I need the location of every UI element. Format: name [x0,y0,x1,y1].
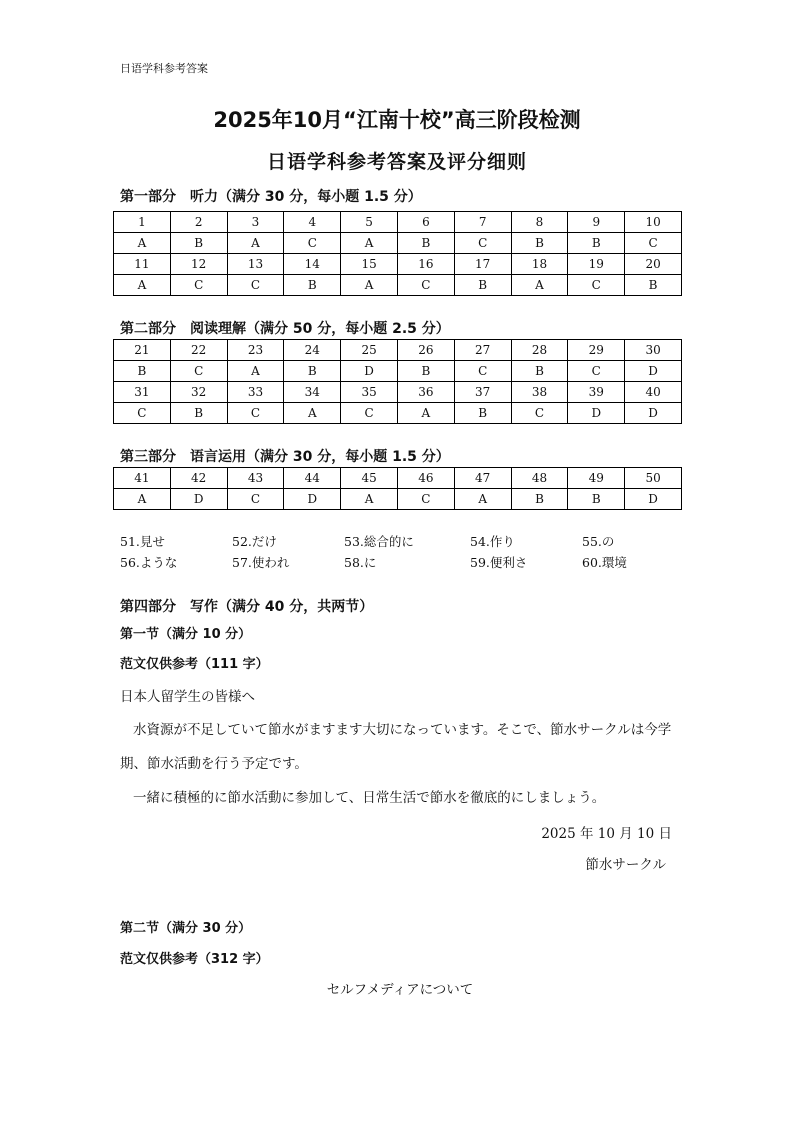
part2-question-number: 37 [454,382,511,403]
part2-answer: C [227,403,284,424]
part2-answer: C [568,361,625,382]
part3-question-number: 46 [397,468,454,489]
fill-answer: 60.環境 [582,555,627,570]
part1-answer: B [454,275,511,296]
page-subtitle: 日语学科参考答案及评分细则 [266,151,527,173]
fill-answer: 57.使われ [232,555,290,570]
part2-answer: A [284,403,341,424]
part1-question-number: 1 [114,212,171,233]
part3-row [114,489,682,510]
letter-date: 2025 年 10 月 10 日 [541,826,672,842]
part2-answer: B [511,361,568,382]
part1-answer: A [114,275,171,296]
section1-heading: 第一节（满分 10 分） [120,627,252,642]
letter-greeting: 日本人留学生の皆様へ [120,689,255,705]
part1-answer: C [284,233,341,254]
fill-answer-row [120,531,680,552]
part2-question-number: 27 [454,340,511,361]
part1-answer: B [568,233,625,254]
part1-answer-table [113,211,682,296]
essay-title: セルフメディアについて [326,982,474,998]
part3-question-number: 47 [454,468,511,489]
letter-paragraph-1: 水資源が不足していて節水がますます大切になっています。そこで、節水サークルは今学期、節水活動を行う予定です。 [120,722,672,772]
part1-question-number: 6 [397,212,454,233]
part1-answer: C [397,275,454,296]
part3-answer: A [114,489,171,510]
part2-question-number: 26 [397,340,454,361]
part1-question-number: 20 [625,254,682,275]
part2-row [114,382,682,403]
part2-row [114,403,682,424]
part3-answer: D [170,489,227,510]
part1-answer: A [341,275,398,296]
part2-row [114,361,682,382]
part2-question-number: 29 [568,340,625,361]
part3-question-number: 44 [284,468,341,489]
part1-answer: A [227,233,284,254]
part1-answer: A [341,233,398,254]
part1-answer: B [625,275,682,296]
part3-answer: B [511,489,568,510]
part2-question-number: 23 [227,340,284,361]
fill-answer: 54.作り [470,534,515,549]
part1-question-number: 13 [227,254,284,275]
part2-answer: B [454,403,511,424]
part2-question-number: 24 [284,340,341,361]
part3-question-number: 49 [568,468,625,489]
part2-heading: 第二部分 阅读理解（满分 50 分，每小题 2.5 分） [120,321,450,337]
part2-question-number: 38 [511,382,568,403]
part1-question-number: 12 [170,254,227,275]
part2-question-number: 35 [341,382,398,403]
part2-question-number: 34 [284,382,341,403]
part1-question-number: 11 [114,254,171,275]
fill-answer: 53.総合的に [344,534,414,549]
part1-answer: B [170,233,227,254]
part1-question-number: 3 [227,212,284,233]
part2-question-number: 33 [227,382,284,403]
part2-question-number: 21 [114,340,171,361]
part1-question-number: 5 [341,212,398,233]
part1-row [114,233,682,254]
fill-answer: 52.だけ [232,534,277,549]
part2-question-number: 31 [114,382,171,403]
part1-question-number: 14 [284,254,341,275]
section2-sample-label: 范文仅供参考（312 字） [120,952,269,967]
part2-answer: D [568,403,625,424]
page-header-label: 日语学科参考答案 [120,62,208,75]
part1-question-number: 16 [397,254,454,275]
part2-answer: C [454,361,511,382]
part1-question-number: 8 [511,212,568,233]
part2-question-number: 40 [625,382,682,403]
part1-question-number: 10 [625,212,682,233]
part1-row [114,275,682,296]
section2-heading: 第二节（满分 30 分） [120,921,252,936]
part3-question-number: 50 [625,468,682,489]
part1-row [114,212,682,233]
part3-row [114,468,682,489]
part2-question-number: 39 [568,382,625,403]
part1-heading: 第一部分 听力（满分 30 分，每小题 1.5 分） [120,189,422,205]
part1-answer: C [227,275,284,296]
fill-answers [120,531,680,573]
part1-row [114,254,682,275]
part2-question-number: 30 [625,340,682,361]
part3-answer: B [568,489,625,510]
part3-answer: C [397,489,454,510]
part1-question-number: 7 [454,212,511,233]
part1-answer: B [511,233,568,254]
part3-answer: D [625,489,682,510]
part1-question-number: 15 [341,254,398,275]
part2-answer: C [170,361,227,382]
fill-answer: 51.見せ [120,534,165,549]
part1-answer: C [568,275,625,296]
part1-answer: A [511,275,568,296]
page-title: 2025年10月“江南十校”高三阶段检测 [213,108,581,132]
part1-question-number: 4 [284,212,341,233]
part3-question-number: 48 [511,468,568,489]
part3-answer-table [113,467,682,510]
part1-answer: B [397,233,454,254]
part2-answer: B [114,361,171,382]
part1-question-number: 17 [454,254,511,275]
part3-heading: 第三部分 语言运用（满分 30 分，每小题 1.5 分） [120,449,450,465]
part2-question-number: 32 [170,382,227,403]
fill-answer: 56.ような [120,555,178,570]
part3-answer: A [454,489,511,510]
fill-answer: 58.に [344,555,377,570]
part2-answer: B [170,403,227,424]
part2-answer: D [625,403,682,424]
part2-answer: A [397,403,454,424]
part3-question-number: 43 [227,468,284,489]
part3-question-number: 45 [341,468,398,489]
part2-question-number: 22 [170,340,227,361]
part2-question-number: 28 [511,340,568,361]
part2-answer: B [397,361,454,382]
part2-answer: D [341,361,398,382]
part2-question-number: 36 [397,382,454,403]
fill-answer-row [120,552,680,573]
fill-answer: 55.の [582,534,615,549]
part3-answer: D [284,489,341,510]
section1-sample-label: 范文仅供参考（111 字） [120,657,269,672]
part1-answer: C [454,233,511,254]
part1-answer: C [170,275,227,296]
part3-question-number: 41 [114,468,171,489]
part2-answer: D [625,361,682,382]
part2-answer: C [114,403,171,424]
part2-question-number: 25 [341,340,398,361]
part1-answer: B [284,275,341,296]
part2-answer: C [341,403,398,424]
part2-answer: B [284,361,341,382]
part2-row [114,340,682,361]
part1-answer: C [625,233,682,254]
part2-answer: C [511,403,568,424]
part3-answer: C [227,489,284,510]
fill-answer: 59.便利さ [470,555,528,570]
part1-answer: A [114,233,171,254]
part1-question-number: 19 [568,254,625,275]
part3-question-number: 42 [170,468,227,489]
part1-question-number: 18 [511,254,568,275]
letter-signature: 節水サークル [585,857,666,873]
part1-question-number: 2 [170,212,227,233]
part3-answer: A [341,489,398,510]
letter-paragraph-2: 一緒に積極的に節水活動に参加して、日常生活で節水を徹底的にしましょう。 [133,790,606,806]
part2-answer-table [113,339,682,424]
part1-question-number: 9 [568,212,625,233]
part4-heading: 第四部分 写作（满分 40 分，共两节） [120,599,374,615]
part2-answer: A [227,361,284,382]
